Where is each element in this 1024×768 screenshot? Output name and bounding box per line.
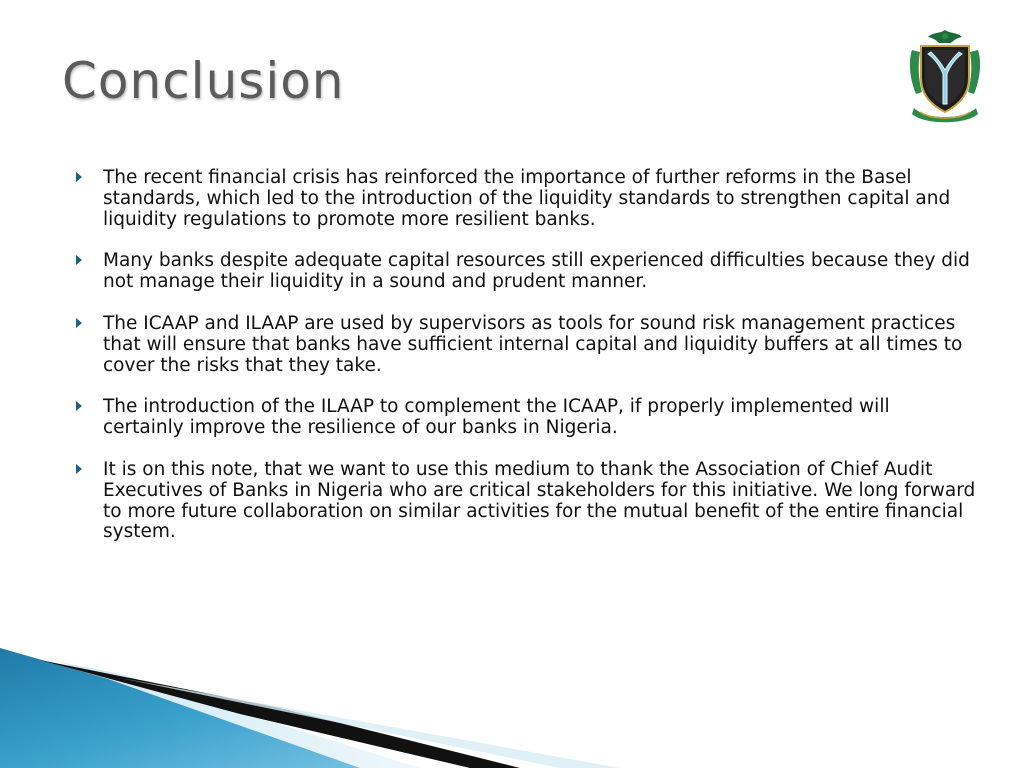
bullet-list: [76, 168, 976, 564]
bullet-text: The recent financial crisis has reinforced the importance of further reforms in the Basel standards, which led to the introduction of the liquidity standards to strengthen capital and liquidity regulations to promote more resilient banks.: [103, 167, 951, 230]
triangle-bullet-icon: [76, 464, 82, 474]
bullet-text: Many banks despite adequate capital resources still experienced difficulties because they did not manage their liquidity in a sound and prudent manner.: [103, 250, 970, 293]
list-item: [76, 251, 976, 293]
triangle-bullet-icon: [76, 401, 82, 411]
list-item: [76, 397, 976, 439]
triangle-bullet-icon: [76, 255, 82, 265]
bullet-text: It is on this note, that we want to use this medium to thank the Association of Chief Audit Executives of Banks in Nigeria who are critical stakeholders for this initiative. We long forward to more future collaboration on similar activities for the mutual benefit of the entire financial system.: [103, 458, 976, 543]
triangle-bullet-icon: [76, 318, 82, 328]
list-item: [76, 168, 976, 230]
slide-title: Conclusion: [62, 52, 345, 110]
list-item: [76, 460, 976, 543]
triangle-bullet-icon: [76, 172, 82, 182]
central-bank-crest-icon: [906, 28, 984, 126]
list-item: [76, 314, 976, 376]
bullet-text: The introduction of the ILAAP to complement the ICAAP, if properly implemented will certainly improve the resilience of our banks in Nigeria.: [103, 396, 890, 439]
bullet-text: The ICAAP and ILAAP are used by supervisors as tools for sound risk management practices that will ensure that banks have sufficient internal capital and liquidity buffers at all times to cover the risks that they take.: [103, 312, 963, 376]
decorative-swoosh: [0, 640, 1024, 768]
